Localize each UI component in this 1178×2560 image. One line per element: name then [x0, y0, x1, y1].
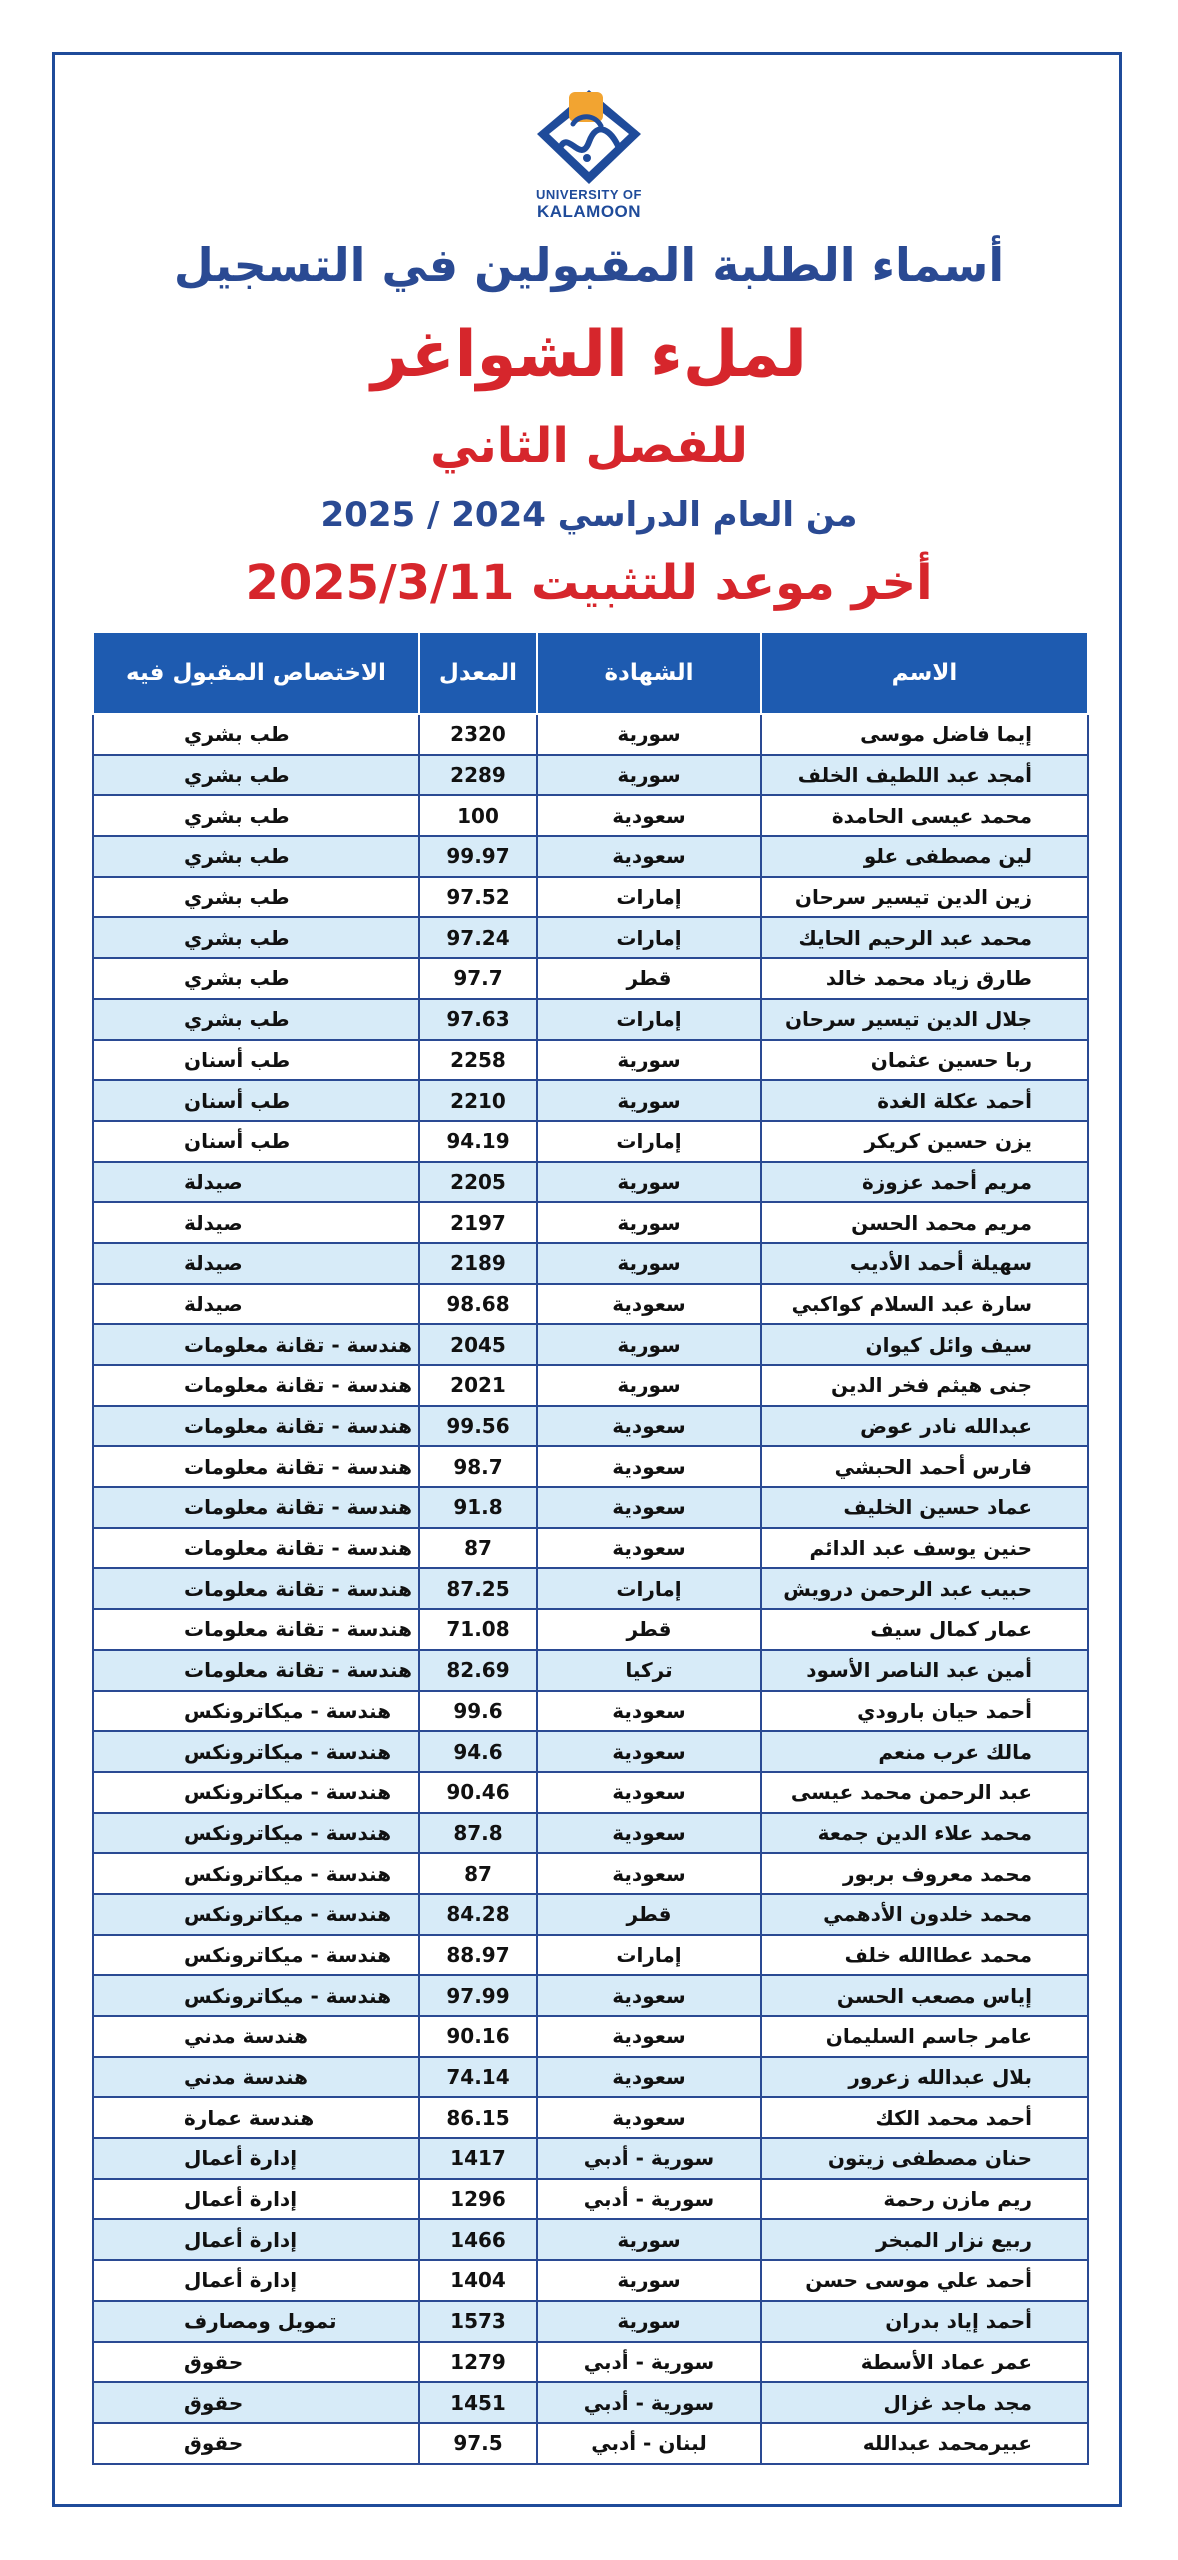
cell-major: حقوق [93, 2382, 419, 2423]
cell-average: 2045 [419, 1324, 537, 1365]
cell-certificate: سورية [537, 755, 761, 796]
cell-name: محمد خلدون الأدهمي [761, 1894, 1088, 1935]
cell-name: محمد عيسى الحامدة [761, 795, 1088, 836]
table-row [93, 2260, 1088, 2301]
cell-average: 97.52 [419, 877, 537, 918]
cell-name: مريم أحمد عزوزة [761, 1162, 1088, 1203]
cell-major: هندسة - تقانة معلومات [93, 1528, 419, 1569]
table-row [93, 1731, 1088, 1772]
table-row [93, 795, 1088, 836]
cell-average: 98.7 [419, 1446, 537, 1487]
cell-certificate: سعودية [537, 1284, 761, 1325]
cell-major: هندسة - ميكاترونكس [93, 1691, 419, 1732]
cell-average: 2258 [419, 1040, 537, 1081]
cell-certificate: سعودية [537, 1772, 761, 1813]
cell-certificate: سورية [537, 1365, 761, 1406]
cell-major: طب أسنان [93, 1080, 419, 1121]
table-row [93, 1121, 1088, 1162]
cell-average: 71.08 [419, 1609, 537, 1650]
cell-name: حنان مصطفى زيتون [761, 2138, 1088, 2179]
cell-major: طب بشري [93, 755, 419, 796]
cell-name: عامر جاسم السليمان [761, 2016, 1088, 2057]
cell-certificate: سورية - أدبي [537, 2138, 761, 2179]
cell-name: سهيلة أحمد الأديب [761, 1243, 1088, 1284]
cell-name: بلال عبدالله زعرور [761, 2057, 1088, 2098]
cell-major: هندسة - تقانة معلومات [93, 1609, 419, 1650]
cell-average: 84.28 [419, 1894, 537, 1935]
cell-name: أحمد محمد الكك [761, 2097, 1088, 2138]
cell-name: ربيع نزار المبخر [761, 2219, 1088, 2260]
cell-major: حقوق [93, 2342, 419, 2383]
cell-certificate: لبنان - أدبي [537, 2423, 761, 2464]
cell-certificate: سورية [537, 1040, 761, 1081]
table-row [93, 1772, 1088, 1813]
cell-certificate: سورية [537, 714, 761, 755]
cell-average: 87.8 [419, 1813, 537, 1854]
academic-year: من العام الدراسي 2024 / 2025 [320, 495, 858, 535]
table-row [93, 2057, 1088, 2098]
cell-name: سارة عبد السلام كواكبي [761, 1284, 1088, 1325]
cell-certificate: سورية [537, 2301, 761, 2342]
cell-certificate: إمارات [537, 877, 761, 918]
cell-certificate: سعودية [537, 1853, 761, 1894]
cell-name: زين الدين تيسير سرحان [761, 877, 1088, 918]
deadline: أخر موعد للتثبيت 2025/3/11 [245, 555, 933, 611]
cell-name: يزن حسين كريكر [761, 1121, 1088, 1162]
cell-major: إدارة أعمال [93, 2219, 419, 2260]
cell-major: طب بشري [93, 836, 419, 877]
cell-major: هندسة عمارة [93, 2097, 419, 2138]
cell-average: 99.97 [419, 836, 537, 877]
table-row [93, 1324, 1088, 1365]
cell-average: 2205 [419, 1162, 537, 1203]
cell-name: مجد ماجد غزال [761, 2382, 1088, 2423]
cell-certificate: سعودية [537, 1691, 761, 1732]
university-logo [529, 84, 649, 224]
cell-average: 1279 [419, 2342, 537, 2383]
cell-name: عبيرمحمد عبدالله [761, 2423, 1088, 2464]
table-row [93, 1975, 1088, 2016]
cell-major: هندسة - ميكاترونكس [93, 1772, 419, 1813]
cell-name: إياس مصعب الحسن [761, 1975, 1088, 2016]
cell-certificate: إمارات [537, 917, 761, 958]
cell-major: صيدلة [93, 1202, 419, 1243]
cell-average: 2320 [419, 714, 537, 755]
table-row [93, 1446, 1088, 1487]
table-row [93, 917, 1088, 958]
table-row [93, 1935, 1088, 1976]
cell-average: 100 [419, 795, 537, 836]
cell-average: 97.99 [419, 1975, 537, 2016]
table-row [93, 1040, 1088, 1081]
cell-name: عمار كمال سيف [761, 1609, 1088, 1650]
cell-major: حقوق [93, 2423, 419, 2464]
cell-major: هندسة - ميكاترونكس [93, 1935, 419, 1976]
cell-certificate: سورية [537, 1202, 761, 1243]
cell-major: صيدلة [93, 1243, 419, 1284]
table-row [93, 2138, 1088, 2179]
cell-certificate: سورية - أدبي [537, 2179, 761, 2220]
table-row [93, 1853, 1088, 1894]
cell-name: أمجد عبد اللطيف الخلف [761, 755, 1088, 796]
table-row [93, 2097, 1088, 2138]
cell-average: 87 [419, 1528, 537, 1569]
table-row [93, 1487, 1088, 1528]
cell-major: هندسة - ميكاترونكس [93, 1975, 419, 2016]
cell-average: 87.25 [419, 1568, 537, 1609]
cell-certificate: سعودية [537, 795, 761, 836]
cell-name: ريم مازن رحمة [761, 2179, 1088, 2220]
table-body [93, 714, 1088, 2464]
cell-name: عبدالله نادر عوض [761, 1406, 1088, 1447]
cell-name: لين مصطفى علو [761, 836, 1088, 877]
cell-major: طب بشري [93, 795, 419, 836]
cell-certificate: إمارات [537, 999, 761, 1040]
cell-certificate: سورية - أدبي [537, 2342, 761, 2383]
cell-certificate: قطر [537, 958, 761, 999]
cell-average: 99.6 [419, 1691, 537, 1732]
cell-certificate: سعودية [537, 2057, 761, 2098]
table-row [93, 1691, 1088, 1732]
cell-major: طب بشري [93, 958, 419, 999]
cell-name: حنين يوسف عبد الدائم [761, 1528, 1088, 1569]
cell-major: طب بشري [93, 917, 419, 958]
cell-name: أحمد إياد بدران [761, 2301, 1088, 2342]
cell-name: مريم محمد الحسن [761, 1202, 1088, 1243]
table-row [93, 1813, 1088, 1854]
header-major: الاختصاص المقبول فيه [93, 632, 419, 714]
cell-name: جنى هيثم فخر الدين [761, 1365, 1088, 1406]
cell-average: 86.15 [419, 2097, 537, 2138]
cell-major: هندسة - ميكاترونكس [93, 1813, 419, 1854]
cell-certificate: قطر [537, 1609, 761, 1650]
cell-certificate: إمارات [537, 1568, 761, 1609]
cell-name: أحمد حيان بارودي [761, 1691, 1088, 1732]
cell-certificate: سعودية [537, 2097, 761, 2138]
cell-major: إدارة أعمال [93, 2179, 419, 2220]
cell-major: طب أسنان [93, 1040, 419, 1081]
cell-certificate: إمارات [537, 1935, 761, 1976]
table-row [93, 1243, 1088, 1284]
table-row [93, 714, 1088, 755]
cell-certificate: سورية [537, 1324, 761, 1365]
cell-major: إدارة أعمال [93, 2260, 419, 2301]
cell-certificate: سعودية [537, 1813, 761, 1854]
cell-average: 88.97 [419, 1935, 537, 1976]
table-row [93, 2342, 1088, 2383]
cell-average: 98.68 [419, 1284, 537, 1325]
header-name: الاسم [761, 632, 1088, 714]
cell-name: أحمد عكلة الغدة [761, 1080, 1088, 1121]
cell-major: هندسة مدني [93, 2057, 419, 2098]
cell-certificate: سورية - أدبي [537, 2382, 761, 2423]
cell-certificate: سورية [537, 2219, 761, 2260]
cell-major: هندسة - ميكاترونكس [93, 1894, 419, 1935]
table-row [93, 2423, 1088, 2464]
cell-certificate: سعودية [537, 1731, 761, 1772]
table-row [93, 2016, 1088, 2057]
table-row [93, 958, 1088, 999]
cell-average: 1404 [419, 2260, 537, 2301]
cell-certificate: قطر [537, 1894, 761, 1935]
header-average: المعدل [419, 632, 537, 714]
cell-average: 94.6 [419, 1731, 537, 1772]
table-row [93, 877, 1088, 918]
cell-name: أمين عبد الناصر الأسود [761, 1650, 1088, 1691]
cell-average: 2197 [419, 1202, 537, 1243]
cell-certificate: سعودية [537, 836, 761, 877]
cell-major: هندسة - تقانة معلومات [93, 1406, 419, 1447]
cell-major: طب بشري [93, 877, 419, 918]
cell-major: هندسة - تقانة معلومات [93, 1568, 419, 1609]
cell-name: سيف وائل كيوان [761, 1324, 1088, 1365]
logo-text-line2: KALAMOON [536, 202, 642, 221]
cell-average: 74.14 [419, 2057, 537, 2098]
table-row [93, 1162, 1088, 1203]
cell-major: صيدلة [93, 1284, 419, 1325]
students-table [92, 631, 1089, 2465]
cell-name: محمد علاء الدين جمعة [761, 1813, 1088, 1854]
logo-emblem-icon [529, 84, 649, 189]
cell-average: 90.46 [419, 1772, 537, 1813]
cell-name: إيما فاضل موسى [761, 714, 1088, 755]
cell-certificate: سورية [537, 1162, 761, 1203]
cell-name: جلال الدين تيسير سرحان [761, 999, 1088, 1040]
table-row [93, 1650, 1088, 1691]
title-line-1: أسماء الطلبة المقبولين في التسجيل [173, 238, 1005, 292]
cell-major: هندسة - ميكاترونكس [93, 1853, 419, 1894]
table-row [93, 2301, 1088, 2342]
cell-name: محمد عبد الرحيم الحايك [761, 917, 1088, 958]
logo-text-line1: UNIVERSITY OF [536, 187, 642, 202]
cell-average: 1451 [419, 2382, 537, 2423]
cell-major: هندسة - تقانة معلومات [93, 1446, 419, 1487]
cell-name: محمد عطاالله خلف [761, 1935, 1088, 1976]
table-row [93, 1609, 1088, 1650]
cell-average: 2021 [419, 1365, 537, 1406]
cell-average: 99.56 [419, 1406, 537, 1447]
table-row [93, 755, 1088, 796]
cell-average: 1296 [419, 2179, 537, 2220]
cell-average: 97.63 [419, 999, 537, 1040]
cell-name: محمد معروف بربور [761, 1853, 1088, 1894]
cell-average: 97.7 [419, 958, 537, 999]
table-row [93, 1080, 1088, 1121]
cell-certificate: تركيا [537, 1650, 761, 1691]
cell-name: عبد الرحمن محمد عيسى [761, 1772, 1088, 1813]
cell-certificate: سعودية [537, 2016, 761, 2057]
table-row [93, 999, 1088, 1040]
cell-average: 2189 [419, 1243, 537, 1284]
cell-certificate: سعودية [537, 1446, 761, 1487]
cell-major: هندسة - تقانة معلومات [93, 1365, 419, 1406]
table-row [93, 1284, 1088, 1325]
cell-major: طب أسنان [93, 1121, 419, 1162]
cell-major: هندسة مدني [93, 2016, 419, 2057]
table-row [93, 1528, 1088, 1569]
title-line-2: لملء الشواغر [371, 318, 807, 392]
cell-major: طب بشري [93, 714, 419, 755]
table-row [93, 1406, 1088, 1447]
cell-certificate: سعودية [537, 1528, 761, 1569]
table-row [93, 2219, 1088, 2260]
cell-certificate: إمارات [537, 1121, 761, 1162]
cell-average: 1417 [419, 2138, 537, 2179]
cell-average: 91.8 [419, 1487, 537, 1528]
cell-certificate: سورية [537, 2260, 761, 2301]
cell-average: 2210 [419, 1080, 537, 1121]
cell-major: تمويل ومصارف [93, 2301, 419, 2342]
table-header-row [93, 632, 1088, 714]
cell-average: 2289 [419, 755, 537, 796]
cell-average: 97.24 [419, 917, 537, 958]
table-row [93, 836, 1088, 877]
cell-average: 1573 [419, 2301, 537, 2342]
cell-certificate: سورية [537, 1080, 761, 1121]
title-line-3: للفصل الثاني [430, 418, 748, 474]
table-row [93, 2382, 1088, 2423]
cell-certificate: سعودية [537, 1406, 761, 1447]
table-row [93, 1894, 1088, 1935]
cell-average: 87 [419, 1853, 537, 1894]
cell-certificate: سعودية [537, 1975, 761, 2016]
cell-name: مالك عرب منعم [761, 1731, 1088, 1772]
table-row [93, 1568, 1088, 1609]
cell-average: 1466 [419, 2219, 537, 2260]
table-row [93, 1202, 1088, 1243]
cell-major: هندسة - تقانة معلومات [93, 1487, 419, 1528]
header-certificate: الشهادة [537, 632, 761, 714]
cell-name: عماد حسين الخليف [761, 1487, 1088, 1528]
table-row [93, 1365, 1088, 1406]
cell-average: 94.19 [419, 1121, 537, 1162]
cell-major: إدارة أعمال [93, 2138, 419, 2179]
cell-major: صيدلة [93, 1162, 419, 1203]
cell-certificate: سورية [537, 1243, 761, 1284]
cell-name: طارق زياد محمد خالد [761, 958, 1088, 999]
cell-average: 97.5 [419, 2423, 537, 2464]
cell-major: هندسة - ميكاترونكس [93, 1731, 419, 1772]
cell-major: طب بشري [93, 999, 419, 1040]
cell-name: ربا حسين عثمان [761, 1040, 1088, 1081]
cell-average: 82.69 [419, 1650, 537, 1691]
table-row [93, 2179, 1088, 2220]
cell-certificate: سعودية [537, 1487, 761, 1528]
cell-name: عمر عماد الأسطة [761, 2342, 1088, 2383]
cell-major: هندسة - تقانة معلومات [93, 1650, 419, 1691]
cell-name: أحمد علي موسى حسن [761, 2260, 1088, 2301]
cell-major: هندسة - تقانة معلومات [93, 1324, 419, 1365]
cell-average: 90.16 [419, 2016, 537, 2057]
cell-name: حبيب عبد الرحمن درويش [761, 1568, 1088, 1609]
cell-name: فارس أحمد الحبشي [761, 1446, 1088, 1487]
